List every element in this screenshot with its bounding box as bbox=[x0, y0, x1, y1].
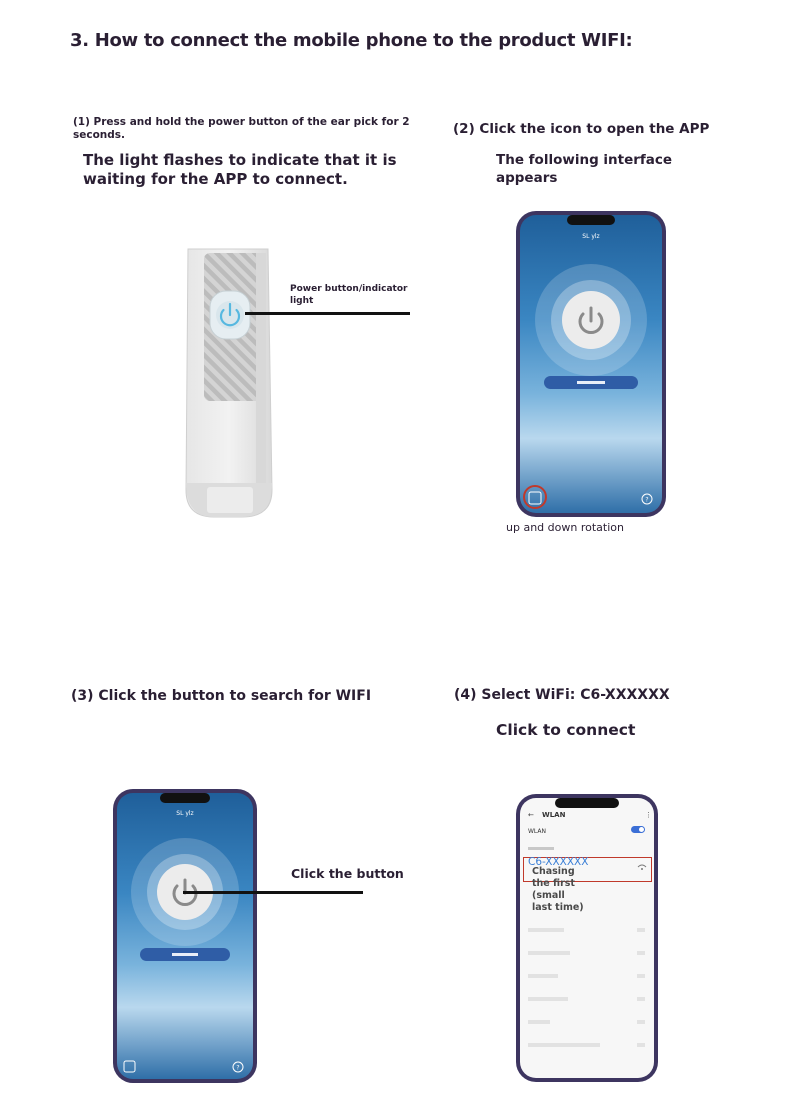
svg-text:SL ylz: SL ylz bbox=[582, 233, 600, 240]
power-button-icon[interactable] bbox=[209, 290, 251, 340]
step1-heading: (1) Press and hold the power button of the ear pick for 2 seconds. bbox=[73, 116, 410, 141]
step2-caption: up and down rotation bbox=[506, 521, 624, 534]
overlay-note: Chasing the first (small last time) bbox=[532, 866, 584, 913]
svg-text:SL ylz: SL ylz bbox=[176, 810, 194, 817]
power-button-callout: Power button/indicator light bbox=[290, 284, 408, 306]
step3-heading: (3) Click the button to search for WIFI bbox=[71, 688, 372, 704]
svg-text:WLAN: WLAN bbox=[528, 828, 547, 835]
wlan-phone-screen bbox=[515, 793, 659, 1083]
step4-heading: (4) Select WiFi: C6-XXXXXX bbox=[454, 687, 670, 703]
svg-text:WLAN: WLAN bbox=[542, 811, 566, 819]
highlight-circle-marker bbox=[523, 485, 547, 509]
search-phone-screen bbox=[112, 788, 258, 1086]
svg-text:⋮: ⋮ bbox=[645, 811, 652, 819]
step4-subheading: Click to connect bbox=[496, 721, 636, 739]
click-button-callout: Click the button bbox=[291, 866, 404, 881]
network-name-link[interactable]: C6-XXXXXX bbox=[528, 856, 589, 868]
ear-pick-device bbox=[180, 245, 280, 520]
svg-text:←: ← bbox=[528, 811, 534, 819]
page-title: 3. How to connect the mobile phone to the product WIFI: bbox=[70, 30, 633, 51]
svg-text:?: ? bbox=[236, 1064, 240, 1072]
step1-subheading: The light flashes to indicate that it is waiting for the APP to connect. bbox=[83, 151, 397, 188]
svg-text:?: ? bbox=[645, 496, 649, 504]
step2-heading: (2) Click the icon to open the APP bbox=[453, 121, 710, 137]
app-phone-screen bbox=[515, 210, 667, 518]
callout-leader-line bbox=[183, 891, 363, 894]
step2-subheading: The following interface appears bbox=[496, 152, 673, 186]
callout-leader-line bbox=[245, 312, 410, 315]
